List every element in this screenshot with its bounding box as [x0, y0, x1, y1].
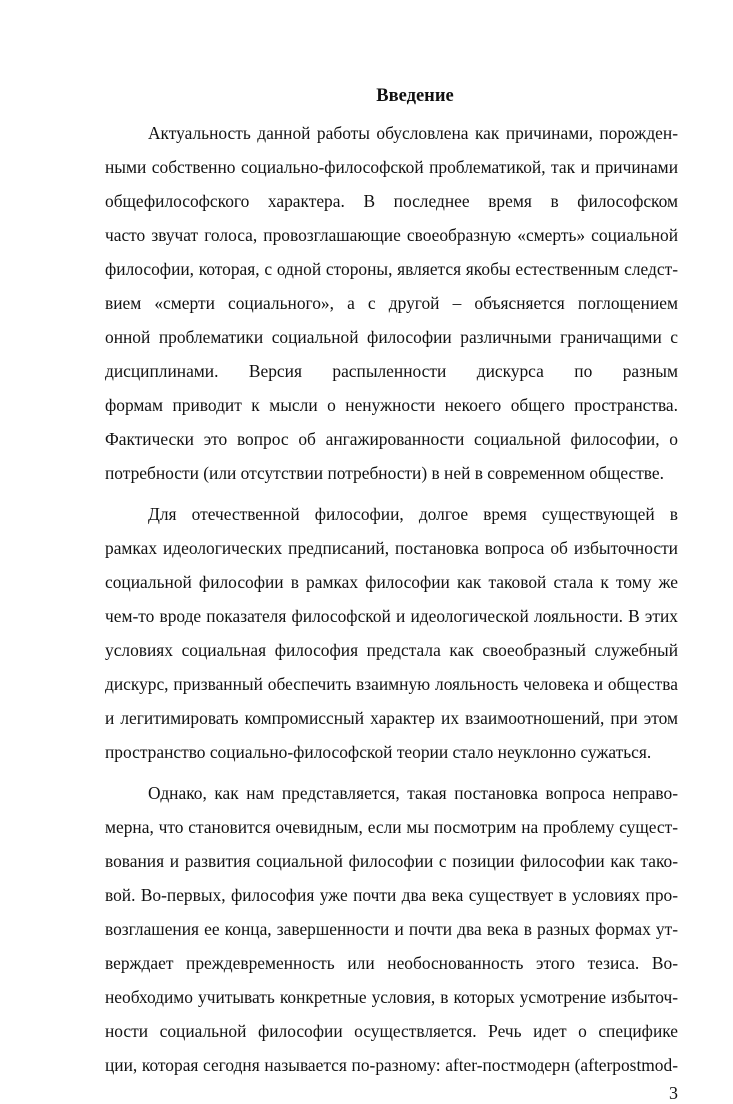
text-line-16: условиях социальная философия предстала как своеобразный служебный — [105, 640, 678, 660]
text-line-23: вой. Во-первых, философия уже почти два века существует в условиях про- — [105, 885, 678, 905]
text-line-6: вием «смерти социального», а с другой – объясняется поглощением — [105, 293, 678, 313]
text-line-3: общефилософского характера. В последнее время в философском — [105, 191, 678, 211]
text-line-19: пространство социально-философской теории стало неуклонно сужаться. — [105, 742, 652, 762]
text-line-28: ции, которая сегодня называется по-разному: after-постмодерн (afterpostmod- — [105, 1055, 678, 1075]
text-line-18: и легитимировать компромиссный характер их взаимоотношений, при этом — [105, 708, 678, 728]
text-line-20: Однако, как нам представляется, такая постановка вопроса неправо- — [148, 783, 678, 803]
text-line-4: часто звучат голоса, провозглашающие своеобразную «смерть» социальной — [105, 225, 678, 245]
text-line-10: Фактически это вопрос об ангажированности социальной философии, о — [105, 429, 678, 449]
text-line-7: онной проблематики социальной философии различными граничащими с — [105, 327, 678, 347]
text-line-9: формам приводит к мысли о ненужности некоего общего пространства. — [105, 395, 678, 415]
text-line-21: мерна, что становится очевидным, если мы посмотрим на проблему сущест- — [105, 817, 678, 837]
text-line-24: возглашения ее конца, завершенности и почти два века в разных формах ут- — [105, 919, 678, 939]
text-line-22: вования и развития социальной философии с позиции философии как тако- — [105, 851, 678, 871]
text-line-14: социальной философии в рамках философии как таковой стала к тому же — [105, 572, 678, 592]
text-line-17: дискурс, призванный обеспечить взаимную лояльность человека и общества — [105, 674, 678, 694]
text-line-11: потребности (или отсутствии потребности) в ней в современном обществе. — [105, 463, 664, 483]
text-line-2: ными собственно социально-философской проблематикой, так и причинами — [105, 157, 678, 177]
page-number: 3 — [669, 1083, 678, 1103]
text-line-8: дисциплинами. Версия распыленности дискурса по разным — [105, 361, 678, 381]
text-line-27: ности социальной философии осуществляется. Речь идет о специфике — [105, 1021, 678, 1041]
text-line-12: Для отечественной философии, долгое время существующей в — [148, 504, 678, 524]
section-title: Введение — [376, 86, 454, 106]
text-line-25: верждает преждевременность или необоснованность этого тезиса. Во- — [105, 953, 678, 973]
text-line-26: необходимо учитывать конкретные условия, в которых усмотрение избыточ- — [105, 987, 678, 1007]
text-line-13: рамках идеологических предписаний, постановка вопроса об избыточности — [105, 538, 678, 558]
text-line-5: философии, которая, с одной стороны, является якобы естественным следст- — [105, 259, 678, 279]
text-line-1: Актуальность данной работы обусловлена как причинами, порожден- — [148, 123, 678, 143]
text-line-15: чем-то вроде показателя философской и идеологической лояльности. В этих — [105, 606, 678, 626]
